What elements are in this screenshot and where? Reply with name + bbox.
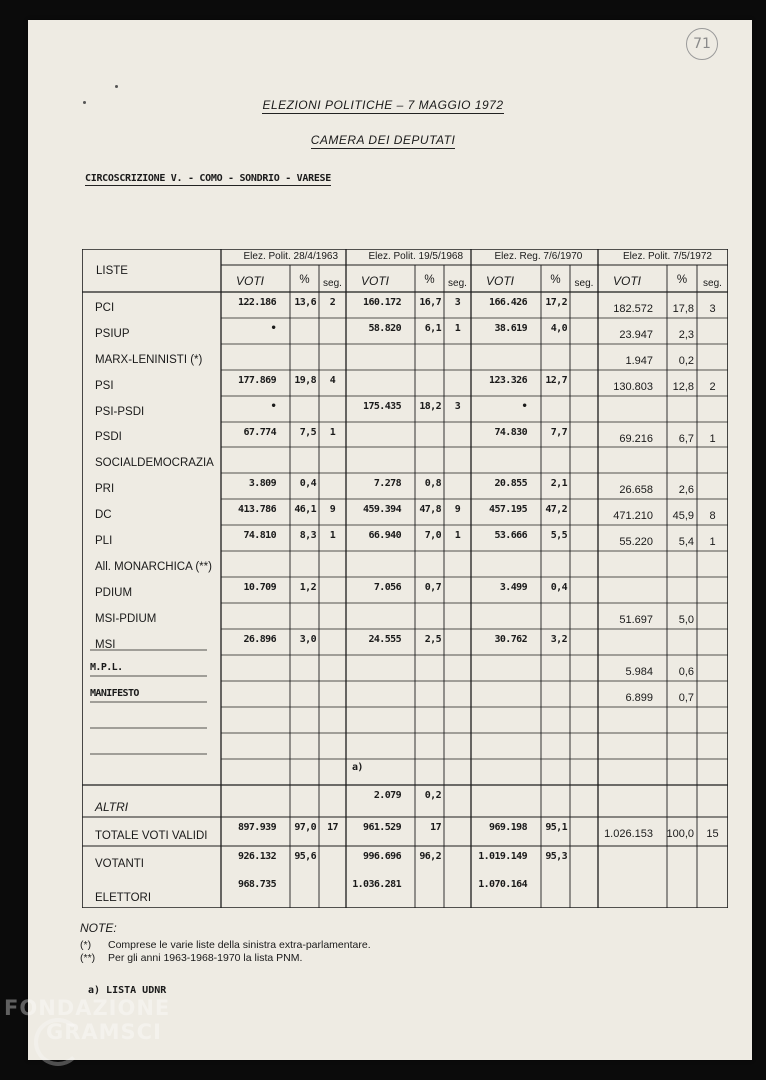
pct-header: %: [550, 274, 561, 286]
pct-header: %: [676, 274, 688, 286]
total-label: VOTANTI: [95, 858, 144, 870]
votes-value: 66.940: [368, 530, 401, 541]
note-marker: (**): [80, 952, 96, 964]
votes-value: 471.210: [613, 510, 653, 522]
seg-header: seg.: [574, 278, 594, 289]
votes-value: 996.696: [363, 851, 401, 862]
votes-value: 1.036.281: [352, 879, 401, 890]
pct-value: 2,3: [678, 329, 694, 341]
pct-value: 95,6: [294, 851, 316, 862]
pct-value: 2,6: [678, 484, 694, 496]
votes-value: 122.186: [238, 297, 276, 308]
pct-value: 19,8: [294, 375, 316, 386]
pct-value: 12,7: [545, 375, 567, 386]
list-label: PRI: [95, 483, 115, 495]
watermark: [4, 996, 170, 1044]
list-label: PSI: [95, 380, 114, 392]
votes-value: 1.019.149: [478, 851, 527, 862]
election-label: Elez. Polit. 28/4/1963: [243, 251, 339, 262]
votes-value: 26.896: [243, 634, 276, 645]
footnote-a: a) LISTA UDNR: [88, 985, 167, 996]
seats-value: 2: [329, 297, 336, 308]
pct-value: 96,2: [419, 851, 441, 862]
pct-value: 6,7: [678, 433, 694, 445]
document-title: [0, 98, 766, 112]
seats-value: 15: [706, 828, 719, 840]
votes-value: 30.762: [494, 634, 527, 645]
watermark-line2: GRAMSCI: [46, 1020, 162, 1044]
voti-header: VOTI: [361, 274, 390, 288]
pct-value: 3,2: [550, 634, 567, 645]
votes-value: 26.658: [619, 484, 653, 496]
votes-value: 1.026.153: [604, 828, 653, 840]
votes-value: 23.947: [619, 329, 653, 341]
votes-value: 58.820: [368, 323, 401, 334]
pct-value: 7,0: [424, 530, 441, 541]
votes-value: 6.899: [625, 692, 653, 704]
votes-value: 3.809: [248, 478, 276, 489]
pct-value: 13,6: [294, 297, 316, 308]
list-label: M.P.L.: [90, 662, 123, 673]
pct-value: 12,8: [672, 381, 694, 393]
votes-value: 24.555: [368, 634, 401, 645]
results-table: [82, 249, 728, 908]
total-label: ELETTORI: [95, 892, 152, 904]
total-label: TOTALE VOTI VALIDI: [95, 830, 208, 842]
votes-value: 130.803: [613, 381, 653, 393]
seats-value: 1: [709, 536, 716, 548]
subtitle-text: CAMERA DEI DEPUTATI: [310, 133, 456, 147]
votes-value: 55.220: [619, 536, 653, 548]
pct-value: 0,4: [299, 478, 316, 489]
seats-value: 17: [327, 822, 338, 833]
pct-value: 100,0: [666, 828, 694, 840]
pct-value: 45,9: [672, 510, 694, 522]
pct-header: %: [299, 274, 310, 286]
votes-value: 1.947: [625, 355, 653, 367]
pct-value: 7,7: [550, 427, 567, 438]
pct-value: 17,2: [545, 297, 567, 308]
votes-value: 1.070.164: [478, 879, 527, 890]
list-label: MARX-LENINISTI (*): [95, 354, 203, 366]
list-label: PCI: [95, 302, 115, 314]
votes-value: 160.172: [363, 297, 401, 308]
title-text: ELEZIONI POLITICHE – 7 MAGGIO 1972: [262, 98, 504, 112]
seats-value: 3: [454, 297, 461, 308]
document-subtitle: [0, 133, 766, 147]
seats-value: 3: [454, 401, 461, 412]
seats-value: 4: [329, 375, 336, 386]
pct-value: 95,3: [545, 851, 567, 862]
seats-value: 3: [709, 303, 716, 315]
list-label: SOCIALDEMOCRAZIA: [95, 457, 214, 469]
votes-value: 969.198: [489, 822, 527, 833]
votes-value: 3.499: [499, 582, 527, 593]
pct-value: 5,4: [678, 536, 694, 548]
note-marker: (*): [80, 939, 92, 951]
pct-value: 46,1: [294, 504, 316, 515]
votes-value: 7.056: [373, 582, 401, 593]
pct-value: 0,4: [550, 582, 567, 593]
pct-value: 1,2: [299, 582, 316, 593]
seats-value: 9: [454, 504, 461, 515]
pct-value: 18,2: [419, 401, 441, 412]
pct-value: 0,8: [424, 478, 441, 489]
votes-value: •: [270, 401, 276, 412]
votes-value: 182.572: [613, 303, 653, 315]
votes-value: •: [521, 401, 527, 412]
note-item: [80, 952, 371, 965]
voti-header: VOTI: [236, 274, 265, 288]
votes-value: 53.666: [494, 530, 527, 541]
pct-value: 0,6: [678, 666, 694, 678]
voti-header: VOTI: [486, 274, 515, 288]
list-label: PDIUM: [95, 587, 133, 599]
votes-value: •: [270, 323, 276, 334]
votes-value: 968.735: [238, 879, 276, 890]
votes-value: 413.786: [238, 504, 276, 515]
seg-header: seg.: [703, 278, 722, 289]
pct-value: 0,7: [424, 582, 441, 593]
votes-value: 177.869: [238, 375, 276, 386]
pct-value: 7,5: [299, 427, 316, 438]
votes-value: 123.326: [489, 375, 527, 386]
pct-value: 17,8: [672, 303, 694, 315]
seats-value: 9: [329, 504, 336, 515]
note-text: Comprese le varie liste della sinistra extra-parlamentare.: [108, 939, 371, 951]
seats-value: 1: [329, 427, 336, 438]
votes-value: 10.709: [243, 582, 276, 593]
list-label: ALTRI: [95, 800, 129, 814]
pct-value: 5,5: [550, 530, 567, 541]
pct-header: %: [424, 274, 435, 286]
pct-value: 97,0: [294, 822, 316, 833]
votes-value: 74.810: [243, 530, 276, 541]
seats-value: 1: [454, 323, 461, 334]
note-text: Per gli anni 1963-1968-1970 la lista PNM.: [108, 952, 303, 964]
election-label: Elez. Polit. 7/5/1972: [623, 251, 712, 262]
liste-header: LISTE: [96, 265, 128, 277]
pct-value: 8,3: [299, 530, 316, 541]
pct-value: 0,2: [424, 790, 441, 801]
list-label: PSDI: [95, 431, 122, 443]
pct-value: 47,8: [419, 504, 441, 515]
list-label: PSI-PSDI: [95, 406, 145, 418]
altri-note-marker: a): [352, 762, 363, 773]
pct-value: 16,7: [419, 297, 441, 308]
table-grid: [82, 249, 728, 908]
seats-value: 1: [454, 530, 461, 541]
votes-value: 166.426: [489, 297, 527, 308]
pct-value: 95,1: [545, 822, 567, 833]
seg-header: seg.: [448, 278, 467, 289]
speck: [115, 85, 118, 88]
pct-value: 47,2: [545, 504, 567, 515]
pct-value: 6,1: [424, 323, 441, 334]
votes-value: 38.619: [494, 323, 527, 334]
seg-header: seg.: [323, 278, 342, 289]
election-label: Elez. Polit. 19/5/1968: [368, 251, 464, 262]
pct-value: 4,0: [550, 323, 567, 334]
pct-value: 5,0: [678, 614, 694, 626]
pct-value: 17: [430, 822, 441, 833]
votes-value: 961.529: [363, 822, 401, 833]
votes-value: 897.939: [238, 822, 276, 833]
votes-value: 67.774: [243, 427, 276, 438]
pct-value: 0,7: [678, 692, 694, 704]
watermark-logo-icon: [34, 1018, 82, 1066]
note-item: [80, 939, 371, 952]
votes-value: 926.132: [238, 851, 276, 862]
pct-value: 2,1: [550, 478, 567, 489]
list-label: All. MONARCHICA (**): [95, 561, 212, 573]
list-label: DC: [95, 509, 112, 521]
votes-value: 459.394: [363, 504, 401, 515]
pct-value: 2,5: [424, 634, 441, 645]
election-label: Elez. Reg. 7/6/1970: [494, 251, 583, 262]
voti-header: VOTI: [613, 274, 642, 288]
votes-value: 175.435: [363, 401, 401, 412]
votes-value: 69.216: [619, 433, 653, 445]
circoscrizione-heading: CIRCOSCRIZIONE V. - COMO - SONDRIO - VARESE: [85, 173, 331, 184]
pct-value: 3,0: [299, 634, 316, 645]
votes-value: 457.195: [489, 504, 527, 515]
list-label: MSI-PDIUM: [95, 613, 157, 625]
votes-value: 7.278: [373, 478, 401, 489]
votes-value: 2.079: [373, 790, 401, 801]
pct-value: 0,2: [678, 355, 694, 367]
votes-value: 5.984: [625, 666, 653, 678]
list-label: MSI: [95, 639, 116, 651]
seats-value: 1: [329, 530, 336, 541]
list-label: MANIFESTO: [90, 688, 139, 699]
seats-value: 1: [709, 433, 716, 445]
list-label: PLI: [95, 535, 113, 547]
page-number-stamp: 71: [686, 28, 718, 60]
list-label: PSIUP: [95, 328, 130, 340]
votes-value: 74.830: [494, 427, 527, 438]
notes-section: [80, 921, 371, 965]
notes-title: NOTE:: [80, 921, 117, 935]
votes-value: 51.697: [619, 614, 653, 626]
votes-value: 20.855: [494, 478, 527, 489]
watermark-line1: FONDAZIONE: [4, 996, 171, 1020]
seats-value: 2: [709, 381, 716, 393]
seats-value: 8: [709, 510, 716, 522]
